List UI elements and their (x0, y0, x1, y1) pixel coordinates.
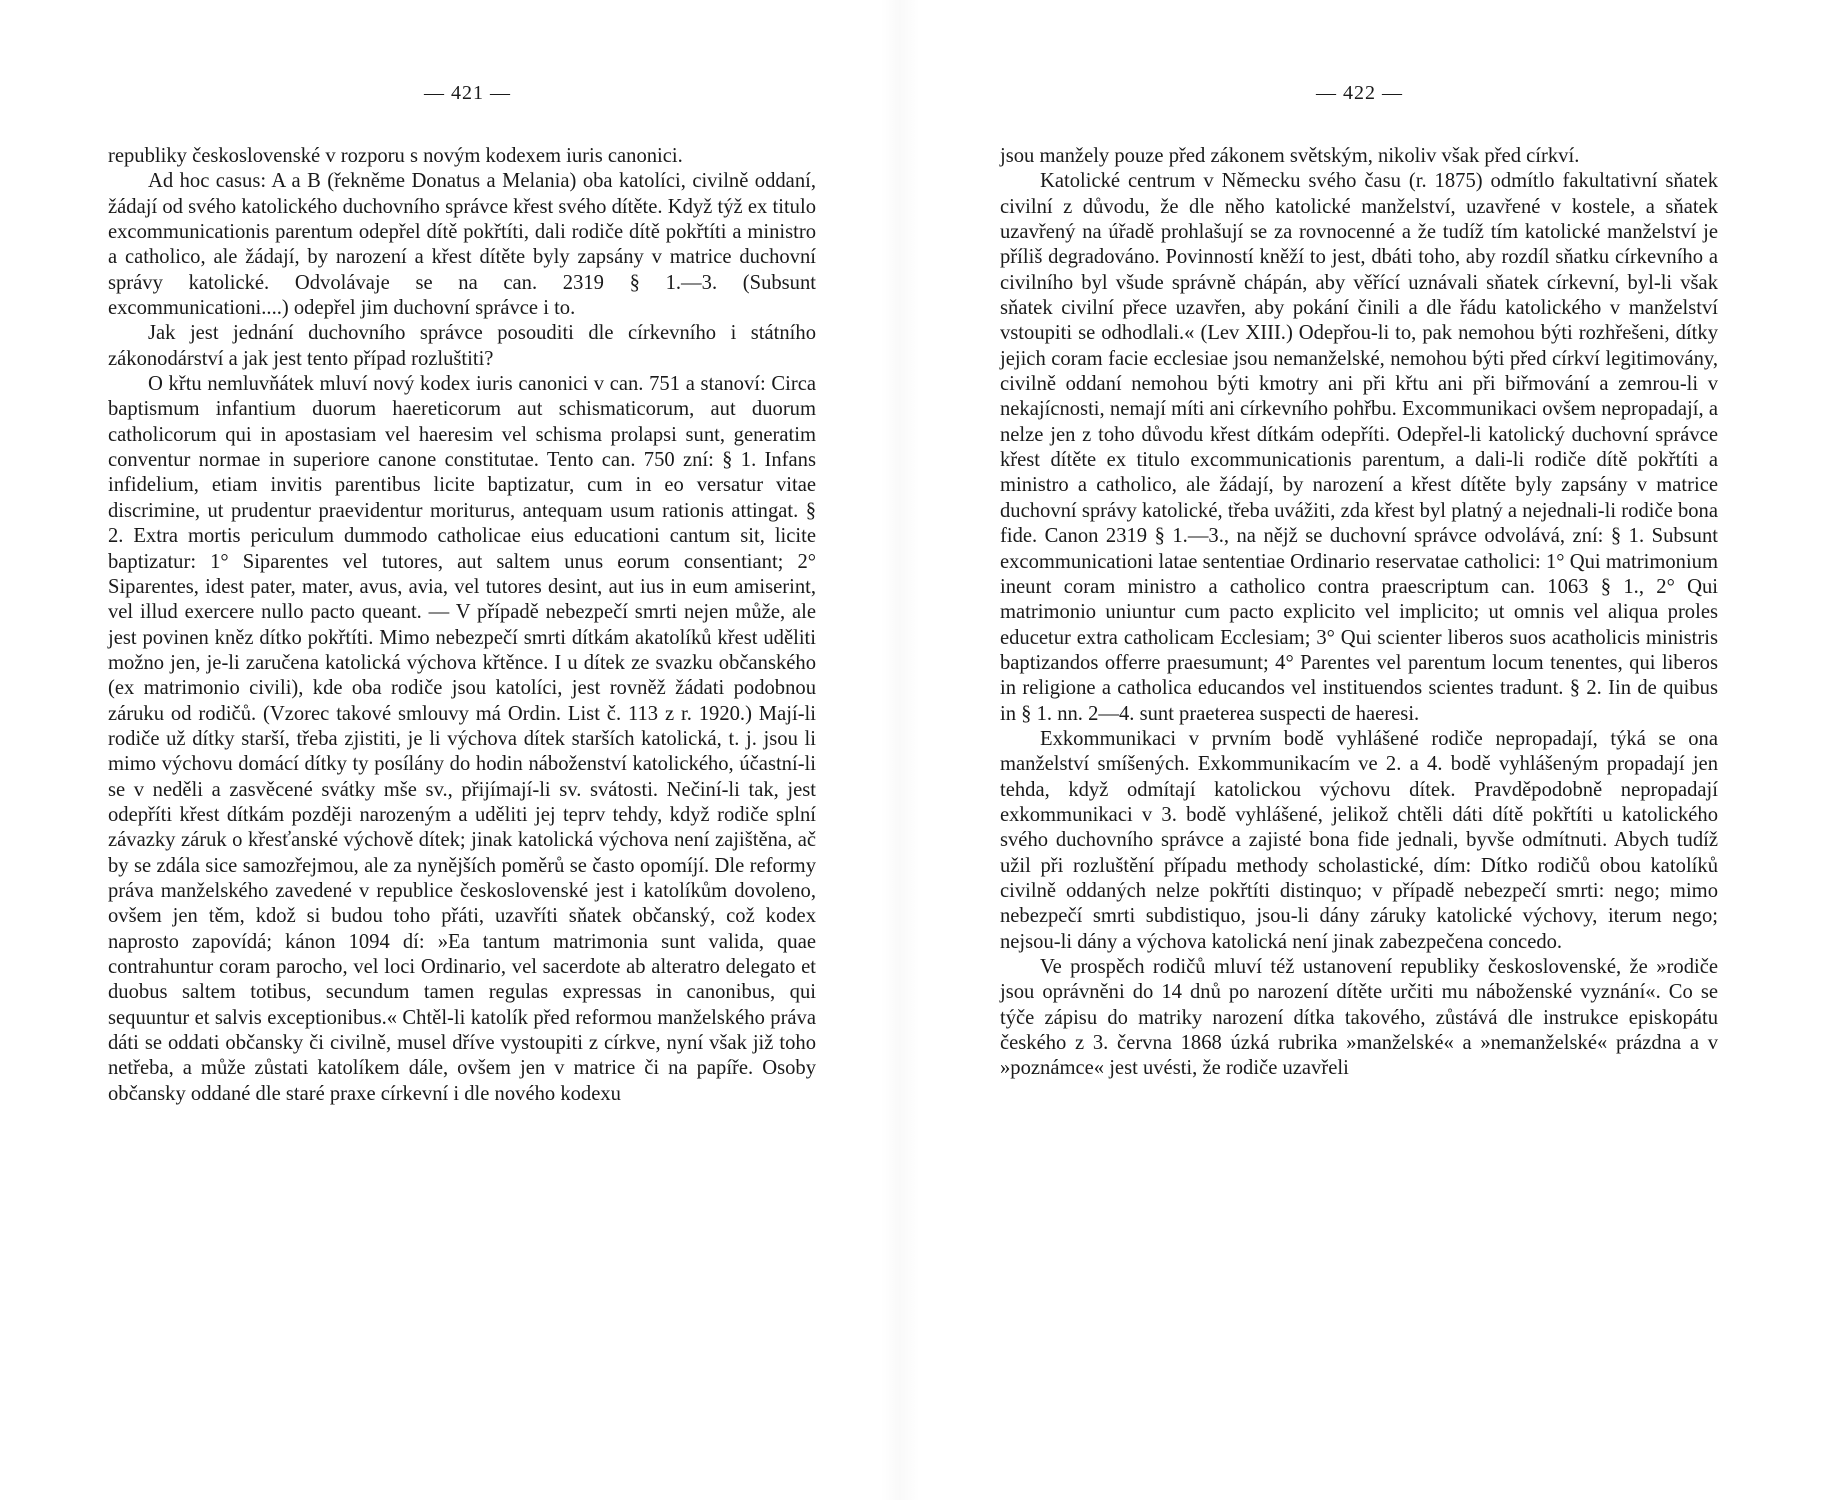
paragraph: jsou manžely pouze před zákonem světským, nikoliv však před církví. (1000, 145, 1580, 167)
right-page (900, 0, 1822, 1500)
paragraph: republiky československé v rozporu s novým kodexem iuris canonici. (108, 145, 683, 167)
paragraph: Jak jest jednání duchovního správce posouditi dle církevního i státního zákonodárství a jak jest tento případ rozluštiti? (108, 322, 816, 370)
paragraph: O křtu nemluvňátek mluví nový kodex iuris canonici v can. 751 a stanoví: Circa baptismum infantium duorum haereticorum aut schismaticorum, aut duorum catholicorum qui in apostasiam vel haeresim vel schisma prolapsi sunt, generatim conventur normae in superiore canone constitutae. Tento can. 750 zní: § 1. Infans infidelium, etiam invitis parentibus licite baptizatur, cum in eo versatur vitae discrimine, ut prudentur praevidentur moriturus, antequam usum rationis attingat. § 2. Extra mortis periculum dummodo catholicae eius educationi cantum sit, licite baptizatur: 1° Siparentes vel tutores, aut saltem unus eorum consentiant; 2° Siparentes, idest pater, mater, avus, avia, vel tutores desint, aut ius in eum amiserint, vel illud exercere nullo pacto queant. — V případě nebezpečí smrti nejen může, ale jest povinen kněz dítko pokřtíti. Mimo nebezpečí smrti dítkám akatolíků křest uděliti možno jen, je-li zaručena katolická výchova křtěnce. I u dítek ze svazku občanského (ex matrimonio civili), kde oba rodiče jsou katolíci, jest rovněž žádati podobnou záruku od rodičů. (Vzorec takové smlouvy má Ordin. List č. 113 z r. 1920.) Mají-li rodiče už dítky starší, třeba zjistiti, je li výchova dítek starších katolická, t. j. jsou li mimo výchovu domácí dítky ty posílány do hodin náboženství katolického, účastní-li se v neděli a zasvěcené svátky mše sv., přijímají-li sv. svátosti. Nečiní-li tak, jest odepříti křest dítkám později narozeným a uděliti jej teprv tehdy, když rodiče splní závazky záruk o křesťanské výchově dítek; jinak katolická výchova není zajištěna, ač by se zdála sice samozřejmou, ale za nynějších poměrů se často opomíjí. Dle reformy práva manželského zavedené v republice československé jest i katolíkům dovoleno, ovšem jen těm, kdož si budou toho přáti, uzavříti sňatek občanský, což kodex naprosto zapovídá; kánon 1094 dí: »Ea tantum matrimonia sunt valida, quae contrahuntur coram parocho, vel loci Ordinario, vel sacerdote ab alteratro delegato et duobus saltem totibus, secundum tamen regulas expressas in canonibus, qui sequuntur et salvis exceptionibus.« Chtěl-li katolík před reformou manželského práva dáti se oddati občansky či civilně, musel dříve vystoupiti z církve, nyní však již toho netřeba, a může zůstati katolíkem dále, ovšem jen v matrice či na papíře. Osoby občansky oddané dle staré praxe církevní i dle nového kodexu (108, 373, 816, 1105)
page-number-left: — 421 — (424, 82, 511, 104)
paragraph: Katolické centrum v Německu svého času (r. 1875) odmítlo fakultativní sňatek civilní z důvodu, že dle něho katolické manželství, uzavřené v kostele, a sňatek uzavřený na úřadě prohlašují se za rovnocenné a že tudíž tím katolické manželství je příliš degradováno. Povinností kněží to jest, dbáti toho, aby rozdíl sňatku církevního a civilního byl všude správně chápán, aby věřící uznávali sňatek církevní, byl-li však sňatek civilní přece uzavřen, aby pokání činili a dle řádu katolického v manželství vstoupiti se odhodlali.« (Lev XIII.) Odepřou-li to, pak nemohou býti rozhřešeni, dítky jejich coram facie ecclesiae jsou nemanželské, nemohou býti před církví legitimovány, civilně oddaní nemohou býti kmotry ani při křtu ani při biřmování a zemrou-li v nekajícnosti, nemají míti ani církevního pohřbu. Excommunikaci ovšem nepropadají, a nelze jen z toho důvodu křest dítkám odepříti. Odepřel-li katolický duchovní správce křest dítěte ex titulo excommunicationis parentum, a dali-li rodiče dítě pokřtíti a ministro a catholico, ale žádají, by narození a křest dítěte byly zapsány v matrice duchovní správy katolické, třeba uvážiti, zda křest byl platný a nejednali-li rodiče bona fide. Canon 2319 § 1.—3., na nějž se duchovní správce odvolává, zní: § 1. Subsunt excommunicationi latae sententiae Ordinario reservatae catholici: 1° Qui matrimonium ineunt coram ministro a catholico contra praescriptum can. 1063 § 1., 2° Qui matrimonio uniuntur cum pacto explicito vel implicito; ut omnis vel aliqua proles educetur extra catholicam Ecclesiam; 3° Qui scienter liberos suos acatholicis ministris baptizandos offerre praesumunt; 4° Parentes vel parentum locum tenentes, qui liberos in religione a catholica educandos vel instituendos scientes tradunt. § 2. Iin de quibus in § 1. nn. 2—4. sunt praeterea suspecti de haeresi. (1000, 170, 1718, 725)
page-number-right: — 422 — (1316, 82, 1403, 104)
right-page-text (1000, 144, 1718, 1082)
paragraph: Ad hoc casus: A a B (řekněme Donatus a Melania) oba katolíci, civilně oddaní, žádají od svého katolického duchovního správce křest svého dítěte. Když týž ex titulo excommunicationis parentum odepřel dítě pokřtíti, dali rodiče dítě pokřtíti a ministro a catholico, ale žádají, by narození a křest dítěte byly zapsány v matrice duchovní správy katolické. Odvolávaje se na can. 2319 § 1.—3. (Subsunt excommunicationi....) odepřel jim duchovní správce i to. (108, 170, 816, 320)
left-page-text (108, 144, 816, 1107)
paragraph: Ve prospěch rodičů mluví též ustanovení republiky československé, že »rodiče jsou oprávněni do 14 dnů po narození dítěte určiti mu náboženské vyznání«. Co se týče zápisu do matriky narození dítka takového, zůstává dle instrukce episkopátu českého z 3. června 1868 úzká rubrika »manželské« a »nemanželské« prázdna a v »poznámce« jest uvésti, že rodiče uzavřeli (1000, 956, 1718, 1080)
paragraph: Exkommunikaci v prvním bodě vyhlášené rodiče nepropadají, týká se ona manželství smíšených. Exkommunikacím ve 2. a 4. bodě vyhlášeným propadají jen tehda, když odmítají katolickou výchovu dítek. Pravděpodobně nepropadají exkommunikaci v 3. bodě vyhlášené, jelikož chtěli dáti dítě pokřtíti u katolického svého duchovního správce a zajisté bona fide jednali, byvše odmítnuti. Abych tudíž užil při rozluštění případu methody scholastické, dím: Dítko rodičů obou katolíků civilně oddaných nelze pokřtíti distinquo; v případě nebezpečí smrti: nego; mimo nebezpečí smrti subdistiquo, jsou-li dány záruky katolické výchovy, iterum nego; nejsou-li dány a výchova katolická není jinak zabezpečena concedo. (1000, 727, 1718, 953)
left-page (0, 0, 900, 1500)
